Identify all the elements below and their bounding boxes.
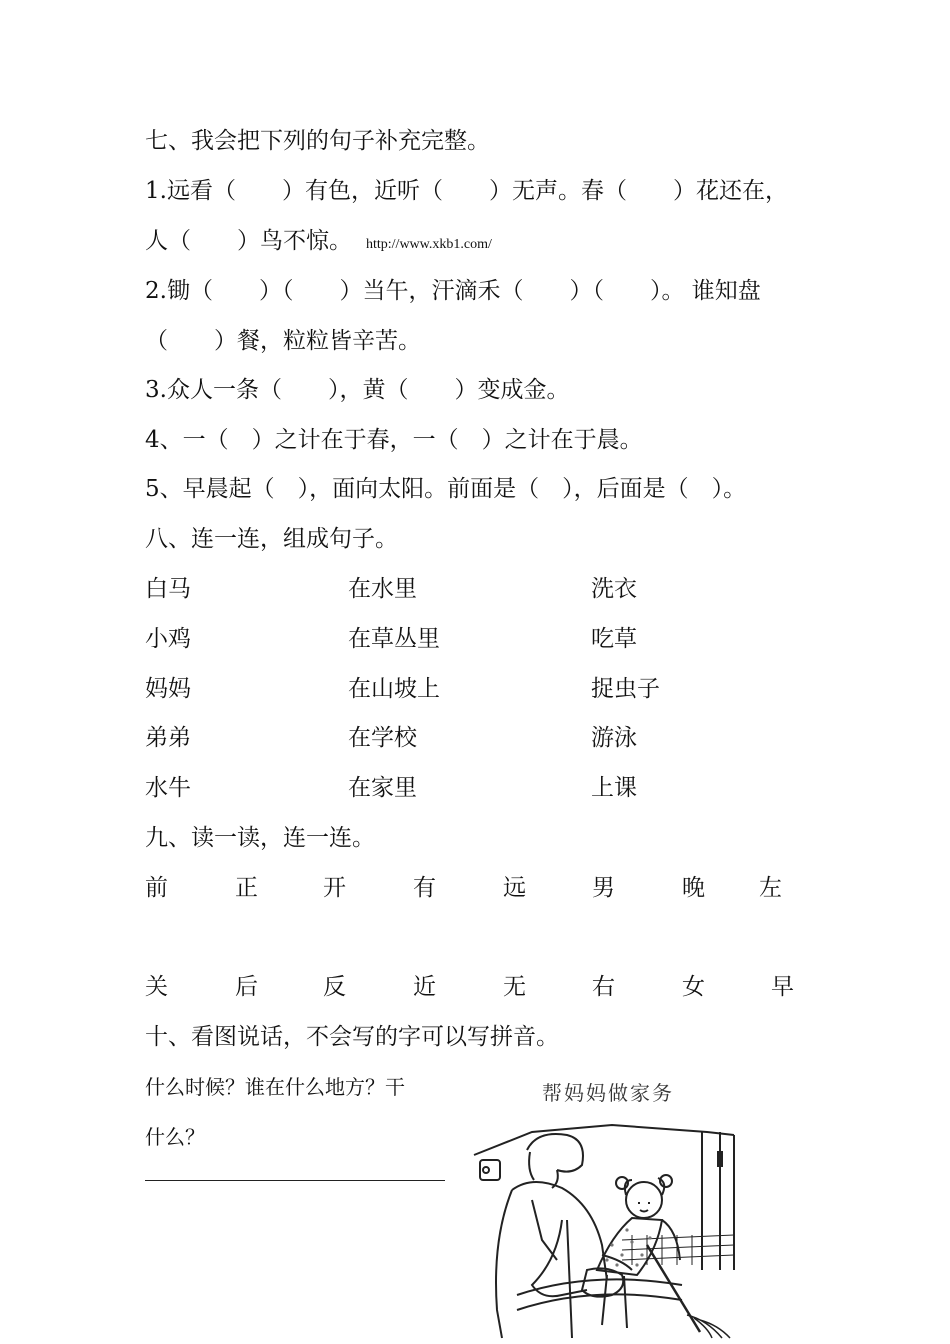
antonym-char-top: 正 <box>235 875 258 901</box>
watermark-url: http://www.xkb1.com/ <box>366 237 492 252</box>
subject-word: 白马 <box>145 576 191 602</box>
antonym-char-top: 晚 <box>682 875 705 901</box>
subject-word: 水牛 <box>145 775 191 801</box>
antonym-char-top: 左 <box>759 875 782 901</box>
antonym-char-top: 有 <box>413 875 436 901</box>
action-word: 吃草 <box>591 626 637 652</box>
antonym-char-bottom: 无 <box>503 974 526 1000</box>
section8-title: 八、连一连，组成句子。 <box>145 526 398 552</box>
sentence-2a: 2.锄（ ）（ ）当午，汗滴禾（ ）（ ）。 谁知盘 <box>145 278 761 304</box>
action-word: 洗衣 <box>591 576 637 602</box>
antonym-char-bottom: 反 <box>323 974 346 1000</box>
place-phrase: 在学校 <box>348 725 417 751</box>
antonym-char-bottom: 早 <box>771 974 794 1000</box>
subject-word: 小鸡 <box>145 626 191 652</box>
antonym-char-bottom: 近 <box>413 974 436 1000</box>
housework-illustration <box>472 1070 772 1340</box>
action-word: 上课 <box>591 775 637 801</box>
picture-caption: 帮妈妈做家务 <box>542 1081 674 1105</box>
antonym-char-bottom: 女 <box>682 974 705 1000</box>
section10-title: 十、看图说话，不会写的字可以写拼音。 <box>145 1024 559 1050</box>
illustration-drawing <box>472 1070 772 1340</box>
section9-title: 九、读一读，连一连。 <box>145 825 375 851</box>
antonym-char-top: 男 <box>592 875 615 901</box>
sentence-5: 5、早晨起（ ），面向太阳。前面是（ ），后面是（ ）。 <box>145 476 747 502</box>
action-word: 游泳 <box>591 725 637 751</box>
section7-title: 七、我会把下列的句子补充完整。 <box>145 128 490 154</box>
sentence-3: 3.众人一条（ ），黄（ ）变成金。 <box>145 377 570 403</box>
sentence-4: 4、一（ ）之计在于春，一（ ）之计在于晨。 <box>145 427 643 453</box>
antonym-char-bottom: 后 <box>235 974 258 1000</box>
sentence-1b: 人（ ）鸟不惊。 <box>145 228 352 254</box>
sentence-1b-row <box>145 226 492 260</box>
prompt-line-1: 什么时候？谁在什么地方？干 <box>145 1075 405 1099</box>
sentence-2b: （ ）餐，粒粒皆辛苦。 <box>145 328 421 354</box>
answer-blank-line[interactable] <box>145 1180 445 1181</box>
antonym-char-bottom: 关 <box>145 974 168 1000</box>
subject-word: 弟弟 <box>145 725 191 751</box>
antonym-char-bottom: 右 <box>592 974 615 1000</box>
prompt-line-2: 什么？ <box>145 1125 205 1149</box>
sentence-1a: 1.远看（ ）有色，近听（ ）无声。春（ ）花还在， <box>145 178 788 204</box>
subject-word: 妈妈 <box>145 676 191 702</box>
antonym-char-top: 开 <box>323 875 346 901</box>
action-word: 捉虫子 <box>591 676 660 702</box>
place-phrase: 在山坡上 <box>348 676 440 702</box>
place-phrase: 在草丛里 <box>348 626 440 652</box>
antonym-char-top: 前 <box>145 875 168 901</box>
antonym-char-top: 远 <box>503 875 526 901</box>
place-phrase: 在水里 <box>348 576 417 602</box>
place-phrase: 在家里 <box>348 775 417 801</box>
